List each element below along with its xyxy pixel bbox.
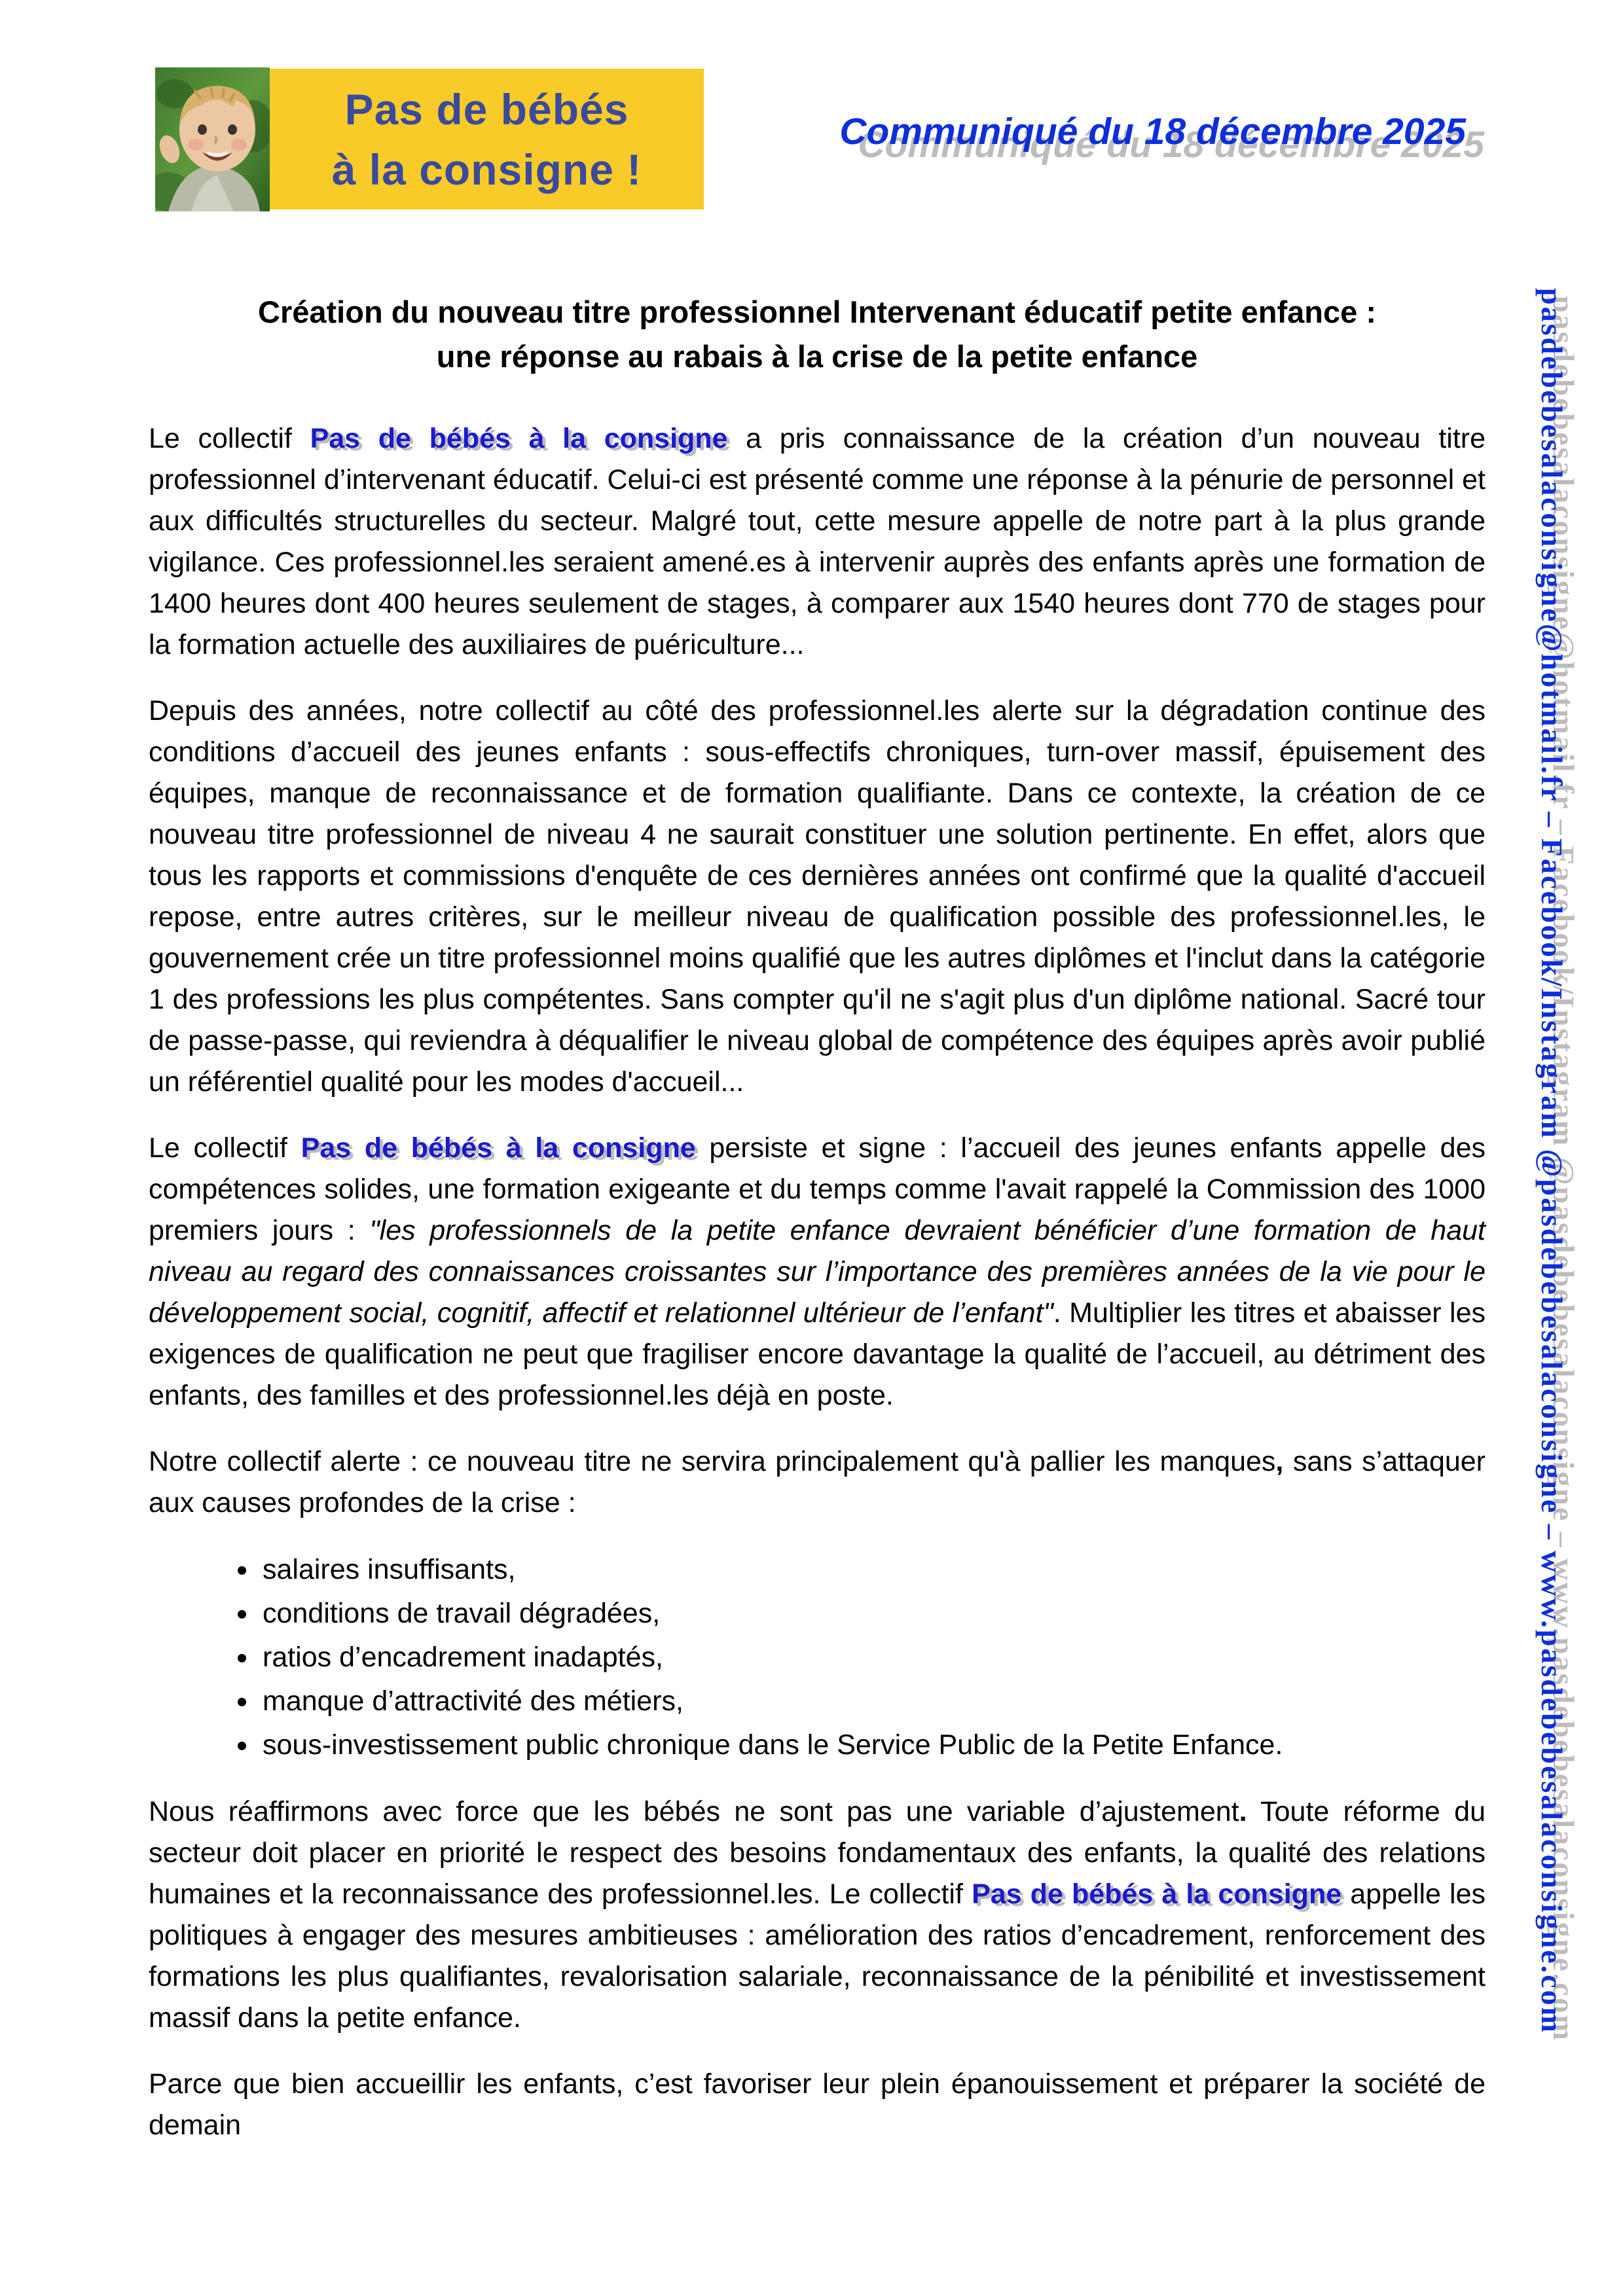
contact-sidebar: pasdebebesalaconsigne@hotmail.fr – Facebook/Instagram @pasdebebesalaconsigne – www.pasdebebesalaconsigne.com [1535,288,1569,2034]
text-segment: Parce que bien accueillir les enfants, c’est favoriser leur plein épanouissement et préparer la société de demain [149,2068,1486,2141]
title-line2: une réponse au rabais à la crise de la petite enfance [436,339,1198,374]
page-title [149,290,1486,379]
list-item: • ratios d’encadrement inadaptés, [259,1636,1486,1679]
text-segment: , [1275,1446,1284,1477]
text-segment: appelle les politiques à engager des mesures ambitieuses : amélioration des ratios d’encadrement, renforcement des formations les plus qualifiantes, revalorisation salariale, reconnaissance de la pénibilité et investissement massif dans la petite enfance. [149,1878,1486,2034]
list-item: • manque d’attractivité des métiers, [259,1680,1486,1723]
text-segment: Le collectif [149,1132,301,1164]
text-segment: Le collectif [149,423,310,454]
text-segment: a pris connaissance de la création d’un nouveau titre professionnel d’intervenant éducatif. Celui-ci est présenté comme une réponse à la pénurie de personnel et aux difficultés structurelles du secteur. Malgré tout, cette mesure appelle de notre part à la plus grande vigilance. Ces professionnel.les seraient amené.es à intervenir auprès des enfants après une formation de 1400 heures dont 400 heures seulement de stages, à comparer aux 1540 heures dont 770 de stages pour la formation actuelle des auxiliaires de puériculture... [149,423,1486,660]
text-segment: . Multiplier les titres et abaisser les exigences de qualification ne peut que fragiliser encore davantage la qualité de l’accueil, au détriment des enfants, des familles et des professionnel.les déjà en poste. [149,1297,1486,1411]
issues-list [149,1549,1486,1767]
paragraph [149,418,1486,666]
baby-photo [155,67,270,211]
paragraph [149,1791,1486,2039]
text-segment: Nous réaffirmons avec force que les bébés ne sont pas une variable d’ajustement [149,1796,1239,1827]
text-segment: "les professionnels de la petite enfance devraient bénéficier d’une formation de haut niveau au regard des connaissances croissantes sur l’importance des premières années de la vie pour le développement social, cognitif, affectif et relationnel ultérieur de l’enfant" [149,1215,1486,1329]
list-item: • sous-investissement public chronique dans le Service Public de la Petite Enfance. [259,1724,1486,1767]
text-segment: Notre collectif alerte : ce nouveau titre ne servira principalement qu'à pallier les manques [149,1446,1276,1477]
logo-banner [270,69,704,209]
list-item: • conditions de travail dégradées, [259,1592,1486,1635]
text-segment: sans s’attaquer aux causes profondes de la crise : [149,1446,1486,1518]
content-blocks [149,418,1486,2146]
text-segment: persiste et signe : l’accueil des jeunes enfants appelle des compétences solides, une formation exigeante et du temps comme l'avait rappelé la Commission des 1000 premiers jours : [149,1132,1486,1246]
logo-text-line2: à la consigne ! [331,145,642,194]
collective-name: Pas de bébés à la consigne [301,1132,696,1164]
paragraph [149,2064,1486,2146]
paragraph [149,1128,1486,1416]
text-segment: Depuis des années, notre collectif au côté des professionnel.les alerte sur la dégradation continue des conditions d’accueil des jeunes enfants : sous-effectifs chroniques, turn-over massif, épuisement des équipes, manque de reconnaissance et de formation qualifiante. Dans ce contexte, la création de ce nouveau titre professionnel de niveau 4 ne saurait constituer une solution pertinente. En effet, alors que tous les rapports et commissions d'enquête de ces dernières années ont confirmé que la qualité d'accueil repose, entre autres critères, sur le meilleur niveau de qualification possible des professionnel.les, le gouvernement crée un titre professionnel moins qualifié que les autres diplômes et l'inclut dans la catégorie 1 des professions les plus compétentes. Sans compter qu'il ne s'agit plus d'un diplôme national. Sacré tour de passe-passe, qui reviendra à déqualifier le niveau global de compétence des équipes après avoir publié un référentiel qualité pour les modes d'accueil... [149,695,1486,1098]
text-segment: Toute réforme du secteur doit placer en priorité le respect des besoins fondamentaux des enfants, la qualité des relations humaines et la reconnaissance des professionnel.les. Le collectif [149,1796,1486,1910]
list-item: • salaires insuffisants, [259,1549,1486,1591]
title-line1: Création du nouveau titre professionnel Intervenant éducatif petite enfance : [258,295,1376,329]
document-body [149,290,1486,2171]
paragraph [149,691,1486,1103]
collective-name: Pas de bébés à la consigne [310,423,728,454]
communique-date: Communiqué du 18 décembre 2025 [839,111,1466,152]
collective-logo [155,67,704,211]
text-segment: . [1239,1796,1247,1827]
logo-text-line1: Pas de bébés [344,84,629,134]
paragraph [149,1441,1486,1524]
collective-name: Pas de bébés à la consigne [972,1878,1342,1910]
